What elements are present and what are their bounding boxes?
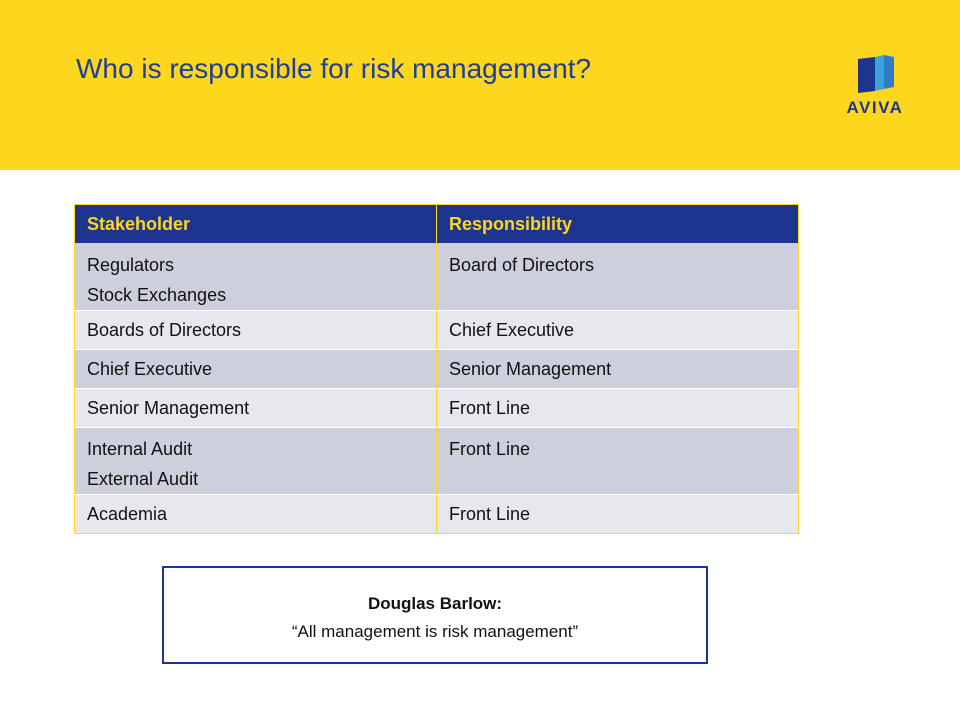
table-row [75, 311, 799, 350]
column-header-stakeholder: Stakeholder [75, 205, 437, 244]
responsibility-cell: Front Line [437, 495, 799, 534]
stakeholder-line: External Audit [87, 469, 199, 489]
responsibility-cell: Board of Directors [437, 244, 799, 311]
stakeholder-cell: Senior Management [75, 389, 437, 428]
logo-wordmark: AVIVA [846, 98, 904, 117]
responsibility-cell: Front Line [437, 428, 799, 495]
table-row [75, 495, 799, 534]
quote-box [162, 566, 708, 664]
table-row [75, 244, 799, 311]
table-row [75, 389, 799, 428]
slide-title: Who is responsible for risk management? [76, 53, 592, 84]
stakeholder-line: Regulators [87, 255, 175, 275]
responsibility-cell: Chief Executive [437, 311, 799, 350]
stakeholder-cell [75, 428, 437, 495]
table-header-row [75, 205, 799, 244]
table-row [75, 428, 799, 495]
responsibility-table [74, 204, 799, 534]
responsibility-cell: Senior Management [437, 350, 799, 389]
quote-author: Douglas Barlow: [367, 594, 503, 613]
aviva-logo [830, 55, 920, 119]
stakeholder-cell: Boards of Directors [75, 311, 437, 350]
stakeholder-cell: Academia [75, 495, 437, 534]
stakeholder-cell: Chief Executive [75, 350, 437, 389]
stakeholder-line: Stock Exchanges [87, 285, 227, 305]
column-header-responsibility: Responsibility [437, 205, 799, 244]
table-row [75, 350, 799, 389]
stakeholder-line: Internal Audit [87, 439, 193, 459]
responsibility-cell: Front Line [437, 389, 799, 428]
stakeholder-cell [75, 244, 437, 311]
quote-text: “All management is risk management” [291, 622, 579, 641]
